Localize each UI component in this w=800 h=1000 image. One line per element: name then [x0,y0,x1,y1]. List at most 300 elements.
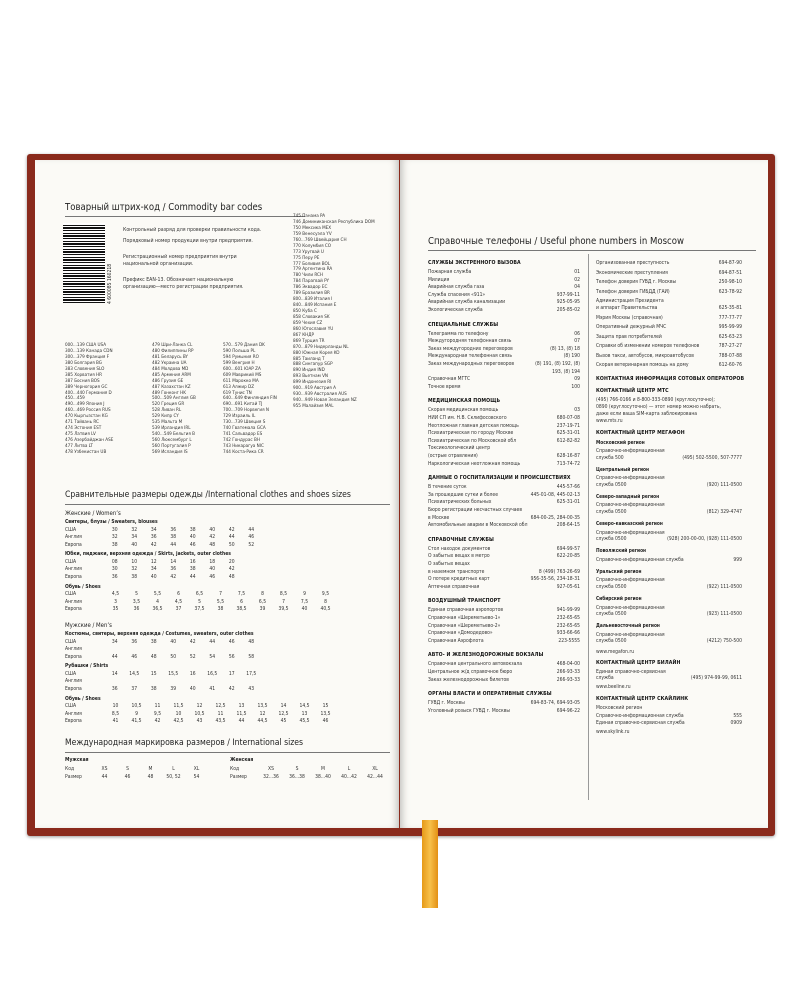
size-value [203,678,223,686]
size-value: 08 [111,558,118,565]
phone-label: Телефон доверия ГУВД г. Москвы [596,279,677,285]
phone-number: 612-60-76 [718,362,742,368]
size-table [65,591,336,614]
beeline-title: КОНТАКТНЫЙ ЦЕНТР БИЛАЙН [596,659,681,666]
phone-label: Заказ международных переговоров [428,361,515,367]
size-table [65,671,261,694]
phone-row [596,260,742,267]
phone-number: (8) 13, (8) 18 [550,345,580,352]
size-value: 5 [198,598,201,605]
phone-label: Оперативный дежурный МЧС [596,324,667,330]
phone-section-title: ВОЗДУШНЫЙ ТРАНСПОРТ [428,598,501,605]
country-code: 743 Никарагуа NIC [223,443,264,449]
size-value: 4 [156,598,159,605]
country-code: 613 Алжир DZ [223,384,255,390]
country-code: 300...139 Канада CDN [65,348,113,354]
size-value: 36 [150,534,157,541]
country-code: 750 Мексика MEX [293,225,332,231]
size-value: 7,5 [300,598,309,605]
size-row [65,703,336,711]
intl-value: 36...38 [289,773,305,780]
size-value: 8 [324,598,327,605]
phone-row [428,708,580,715]
size-value: 46 [248,534,255,541]
country-code: 784 Парагвай PY [293,279,330,285]
size-value: 52 [248,541,255,548]
skylink-url: www.skylink.ru [596,728,630,735]
phone-row [428,269,580,276]
phone-row [428,700,580,707]
phone-row [428,607,580,614]
size-value: 44 [238,718,245,725]
phone-section-title: СЛУЖБЫ ЭКСТРЕННОГО ВЫЗОВА [428,260,521,266]
size-value: 40 [189,534,196,541]
phone-label: Центральное ж/д справочное бюро [428,669,513,675]
size-value [144,646,164,654]
phone-label: Телеграмма по телефону [428,330,489,337]
size-value: 44 [228,534,235,541]
size-value: 40,5 [320,606,331,613]
phone-row [428,546,580,553]
phone-label: Служба спасения «911» [428,291,486,298]
country-code: 489 Гонконг HK [152,390,186,396]
size-value: 20 [228,558,235,565]
phone-row [428,553,580,560]
intl-value: XS [101,766,108,772]
size-value: 39 [259,606,266,613]
phone-label: Психиатрическая по городу Москве [428,430,514,437]
size-value: 50 [170,653,177,660]
country-code: 383 Словения SLO [65,366,105,372]
country-code: 470 Кыргызстан KG [65,414,108,420]
country-code: 486 Грузия GE [152,378,184,384]
size-value: 11,5 [236,710,247,717]
size-row-label: Англия [65,678,82,685]
intl-row-label: Код [65,766,75,772]
size-value: 32 [111,534,118,541]
phone-label: в Москве [428,514,450,521]
country-code: 477 Литва LT [65,443,93,449]
phone-row [428,277,580,284]
size-value: 38 [170,534,177,541]
phone-row [596,611,742,618]
size-value: 14,5 [129,670,140,677]
phone-label: Уголовный розыск ГУВД г. Москвы [428,707,510,714]
phone-row [428,445,580,452]
size-value: 14,5 [299,703,310,710]
phone-label: За прошедшие сутки и более [428,491,498,498]
phone-number: 999 [733,556,742,563]
size-value [242,646,262,654]
country-code: 569 Исландия IS [152,449,188,455]
phone-row [596,279,742,286]
size-value [164,646,184,654]
phone-row [428,669,580,676]
size-value: 18 [209,558,216,565]
size-value: 9,5 [321,591,330,598]
intl-value: 46 [124,773,131,780]
country-code: 640...649 Финляндия FIN [223,396,277,402]
size-value: 3 [114,598,117,605]
phone-number: 07 [574,338,580,345]
phone-number: 625-31-01 [556,430,580,437]
country-code: 900...919 Австрия A [293,386,336,392]
country-code: 590 Польша PL [223,348,256,354]
phone-label: Стол находок документов [428,545,491,552]
intl-men-table [65,766,208,781]
size-value: 12 [150,558,157,565]
country-code: 893 Вьетнам VN [293,374,329,380]
phone-row [596,675,742,682]
bookmark-ribbon [422,820,438,908]
country-code: 599 Венгрия H [223,360,255,366]
phone-number: 208-64-15 [556,522,580,529]
phone-row [428,415,580,422]
phone-row [428,630,580,637]
barcode-desc-2: Регистрационный номер предприятия внутри национальной организации. [123,254,237,267]
title-rule [65,216,305,217]
phones-rule [428,250,756,251]
country-code: 385 Хорватия HR [65,372,103,378]
size-row-label: Европа [65,653,82,660]
size-value: 4,5 [174,598,183,605]
phone-row [428,677,580,684]
megafon-url: www.megafon.ru [596,648,635,655]
phone-label: Справочная «Шереметьево-2» [428,622,501,629]
phone-number: 237-19-71 [556,422,580,429]
phone-row [428,407,580,414]
country-code: 760...769 Швейцария CH [293,237,347,243]
country-code: 786 Эквадор EC [293,285,328,291]
phone-number: 232-65-65 [556,615,580,621]
phone-row [428,331,580,338]
phone-label: Аптечная справочная [428,583,480,590]
left-page [35,160,399,828]
phone-row [596,669,742,676]
country-code: 745 Панама PA [293,214,326,219]
country-code: 779 Аргентина RA [293,267,333,273]
country-code: 484 Молдова MD [152,366,189,372]
phone-section-title: ОРГАНЫ ВЛАСТИ И ОПЕРАТИВНЫЕ СЛУЖБЫ [428,691,552,698]
size-value: 10,5 [194,710,205,717]
country-code: 487 Казахстан KZ [152,384,191,390]
megafon-region: Поволжский регион [596,549,647,555]
intl-value: XL [372,766,378,772]
phone-label: Справочная «Домодедово» [428,630,493,637]
phone-number: 0909 [730,720,742,727]
megafon-region: Уральский регион [596,569,642,575]
size-value [183,646,203,654]
country-code: 741 Сальвадор ES [223,432,263,438]
mts-line: 0890 (круглосуточно) — этот номер можно набрать, [596,403,721,410]
phone-number: 787-27-27 [718,343,742,349]
size-value: 16 [189,558,196,565]
size-value: 40 [209,526,216,533]
phone-number: 445-57-66 [556,484,580,491]
phone-row [428,292,580,299]
phone-number: 694-83-74, 694-93-05 [530,700,580,707]
size-value: 36 [133,606,140,613]
size-value [144,678,164,686]
phone-label: Справочная Аэрофлота [428,637,484,644]
phone-label: служба 500 [596,454,624,461]
intl-row-label: Код [230,766,240,772]
phone-row [596,455,742,462]
mts-url: www.mts.ru [596,417,623,424]
phone-number: 625-35-81 [718,305,742,311]
phone-row [428,615,580,622]
phone-number: 927-05-61 [556,583,580,590]
phone-label: служба 0500 [596,611,627,618]
phone-row [596,557,742,564]
country-code: 539 Ирландия IRL [152,426,191,432]
phone-row [596,584,742,591]
phone-row [428,584,580,591]
phone-label: в наземном транспорте [428,568,485,575]
size-row-label: Европа [65,573,82,580]
size-row [65,527,261,535]
phone-row [596,509,742,516]
size-value: 38 [189,526,196,533]
size-value: 40 [301,606,308,613]
phone-row [596,482,742,489]
phone-label: Организованная преступность [596,260,670,266]
size-value: 41 [209,685,216,692]
phone-number: 680-07-08 [556,415,580,421]
size-value: 15 [150,670,157,677]
phone-row [596,298,742,305]
phone-label: Психиатрических больных [428,499,492,506]
country-code: 870...879 Нидерланды NL [293,344,349,350]
size-value: 37,5 [194,606,205,613]
phone-row [596,315,742,322]
phone-number: 933-66-66 [556,630,580,637]
phone-label: Психиатрическая по Московской обл [428,437,517,444]
phone-label: Справочная МГТС [428,376,471,383]
country-code: 858 Словакия SK [293,314,330,320]
phone-label: Справочно-информационная [596,529,665,536]
size-row-label: США [65,703,77,710]
country-code: 380 Болгария BG [65,360,102,366]
phone-number: (495) 502-5500, 507-7777 [682,454,742,461]
phone-number: 04 [574,284,580,291]
size-value: 42 [150,541,157,548]
phone-row [428,338,580,345]
size-row-label: США [65,638,77,645]
country-code: 471 Тайвань RC [65,420,99,426]
size-value: 9 [303,591,306,598]
phone-row [428,353,580,360]
size-value: 10,5 [131,703,142,710]
country-code: 867 КНДР [293,332,314,338]
size-value: 12 [196,703,203,710]
megafon-region: Северо-западный регион [596,494,660,500]
size-value: 10 [131,558,138,565]
size-row [65,678,261,686]
phone-number: 937-99-11 [556,291,580,298]
size-value: 3,5 [132,598,141,605]
phone-number: 995-99-99 [718,324,742,330]
size-value: 41,5 [131,718,142,725]
size-value: 38 [131,573,138,580]
phone-row [596,448,742,455]
size-value: 13 [301,710,308,717]
size-row [65,559,242,567]
phone-label: и аппарат Правительства [596,305,658,311]
size-value: 9,5 [153,710,162,717]
size-value: 11,5 [173,703,184,710]
size-row-label: США [65,558,77,565]
phone-row [596,536,742,543]
intl-value: 44 [101,773,108,780]
phone-label: Наркологическая неотложная помощь [428,460,521,467]
size-value: 46 [322,718,329,725]
size-value: 4,5 [111,591,120,598]
size-value: 48 [228,573,235,580]
intl-value: 50, 52 [166,773,181,780]
intl-value: 40...42 [341,773,357,780]
country-code: 770 Колумбия CO [293,243,332,249]
megafon-region: Московский регион [596,440,645,446]
size-row [65,566,242,574]
country-code: 773 Уругвай U [293,249,324,255]
size-row [65,671,261,679]
phone-row [596,577,742,584]
phone-label: служба [596,675,614,682]
size-value: 5,5 [153,591,162,598]
size-row-label: Европа [65,685,82,692]
phone-label: Справочная центрального автовокзала [428,661,523,668]
phone-label: Заказ междугородних переговоров [428,345,513,352]
phone-row [428,284,580,291]
size-value: 36 [131,638,138,645]
size-value: 48 [209,541,216,548]
size-value [222,646,242,654]
phone-row [428,576,580,583]
phone-number: (920) 111-0500 [706,481,742,488]
phone-label: Скорая медицинская помощь [428,407,499,414]
phone-number: 788-07-88 [718,352,742,359]
size-value: 14 [111,670,118,677]
intl-value: L [172,766,175,772]
phone-number: (923) 111-0500 [706,611,742,618]
country-code: 560 Люксембург L [152,438,192,443]
phone-label: Неотложная главная детская помощь [428,422,519,429]
country-code: 775 Перу PE [293,255,320,261]
size-value: 45 [280,718,287,725]
phone-row [428,461,580,468]
size-group-title: Обувь / Shoes [65,583,101,590]
size-row-label: Англия [65,598,82,605]
phone-label: О забытых вещах в метро [428,553,490,560]
country-code: 478 Узбекистан UB [65,449,107,455]
size-value: 13,5 [320,710,331,717]
intl-row [230,766,388,774]
phone-number: (8) 190 [563,353,580,360]
size-value: 37 [175,606,182,613]
phone-row [428,499,580,506]
size-value: 58 [248,653,255,660]
phone-label: Токсикологический центр [428,445,491,452]
phone-label: Справочно-информационная [596,475,665,482]
country-code: 594 Румыния RO [223,354,259,360]
size-group-title: Свитеры, блузы / Sweaters, blouses [65,519,158,525]
country-code: 744 Коста-Рика CR [223,449,264,455]
size-value: 43 [196,718,203,725]
intl-title: Международная маркировка размеров / International sizes [65,738,304,748]
size-value: 12,5 [215,703,226,710]
country-code: 535 Мальта M [152,420,183,426]
size-group-title: Обувь / Shoes [65,695,101,702]
barcode-title: Товарный штрих-код / Commodity bar codes [65,202,263,213]
phone-label: Автомобильные аварии в Московской обл [428,522,528,529]
size-value: 42 [189,638,196,645]
phone-label: Междугородняя телефонная связь [428,338,512,345]
size-value: 15 [322,703,329,710]
phone-number: 956-35-56, 234-18-31 [530,576,580,583]
size-value: 44 [248,526,255,533]
phone-number: 8 (499) 763-26-69 [538,568,580,575]
phone-row [428,346,580,353]
phone-row [428,638,580,645]
country-code: 780 Чили RCH [293,273,323,279]
size-value: 7 [219,591,222,598]
phone-row [428,661,580,668]
phone-number: (495) 974-99-99, 0611 [690,675,742,682]
country-column-1 [65,343,113,456]
country-column-2 [152,343,196,456]
phone-label: Аварийная служба канализации [428,299,506,306]
size-row-label: Европа [65,541,82,548]
country-code: 860 Югославия YU [293,326,334,332]
phone-number: 694-96-22 [556,707,580,714]
phone-row [596,305,742,312]
intl-value: 42...44 [367,773,383,780]
phone-label: О потере кредитных карт [428,576,490,583]
size-value: 38 [111,541,118,548]
phone-row [428,438,580,445]
phone-number: 625-31-01 [556,499,580,506]
country-code: 930...939 Австралия AUS [293,392,347,398]
size-value: 16 [189,670,196,677]
size-value [183,678,203,686]
phone-label: ГУВД г. Москвы [428,700,465,707]
size-value [105,678,125,686]
phone-number: 01 [574,269,580,275]
phone-number: (8) 191, (8) 192, (8) [535,361,580,367]
phone-label: Аварийная служба газа [428,284,485,291]
phone-label: Единая справочно-сервисная служба [596,720,685,727]
barcode-desc-3: Префикс EAN-13. Обозначает национальную организацию—место регистрации предприятия. [123,277,244,290]
size-value: 40 [131,541,138,548]
phone-label: Международная телефонная связь [428,353,512,360]
size-value: 43 [248,685,255,692]
country-code: 479 Шри-Ланка CL [152,343,193,348]
size-value: 38 [217,606,224,613]
phone-label: Единая справочно-сервисная [596,668,666,675]
phone-label: Телефон доверия ГИБДД (ГАИ) [596,288,670,295]
phone-number: 266-93-33 [556,669,580,675]
size-group-title: Рубашки / Shirts [65,663,109,670]
size-value: 15,5 [168,670,179,677]
phone-row [428,522,580,529]
mts-line: даже если ваша SIM-карта заблокирована [596,410,698,417]
size-value: 13,5 [257,703,268,710]
skylink-region: Московский регион [596,704,643,711]
size-value: 39 [170,685,177,692]
country-code: 480 Филиппины RP [152,348,194,354]
phone-label: Справочно-информационная служба [596,712,684,719]
